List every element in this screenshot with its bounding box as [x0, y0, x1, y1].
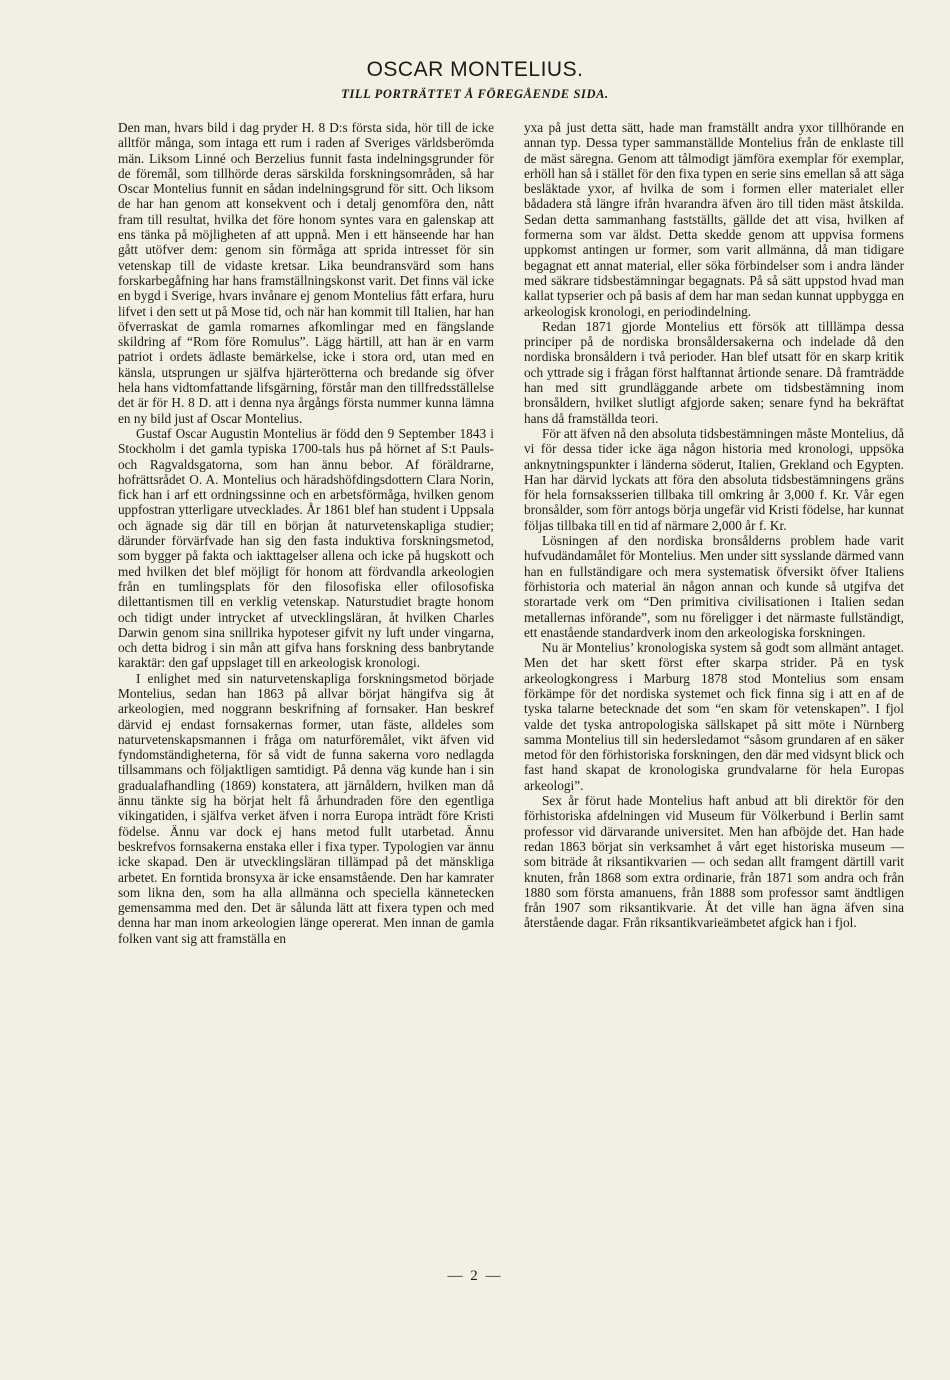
paragraph: Nu är Montelius’ kronologiska system så godt som allmänt antaget. Men det har skett först efter skarpa strider. På en tysk arkeologkongress i Marburg 1878 stod Montelius som ensam förkämpe för det nordiska systemet och fick finna sig i att en af de tyska talarne betecknade det som “en skam för vetenskapen”. I fjol valde det tyska antropologiska sällskapet på sitt möte i Nürnberg samma Montelius till sin hedersledamot “såsom grundaren af en säker metod för den förhistoriska forskningen, den där med vidsynt blick och fast hand skapat de kronologiska grundvalarne för hela Europas arkeologi”.	[524, 640, 904, 793]
paragraph: Sex år förut hade Montelius haft anbud att bli direktör för den förhistoriska afdelningen vid Museum für Völkerbund i Berlin samt professor vid därvarande universitet. Men han afböjde det. Han hade redan 1863 börjat sin verksamhet å vårt eget historiska museum — som biträde åt riksantikvarien — och sedan allt framgent därtill varit knuten, från 1868 som extra ordinarie, från 1871 som andra och från 1880 som första amanuens, från 1888 som professor samt ändtligen från 1907 som riksantikvarie. Åt det ville han ägna äfven sina återstående dagar. Från riksantikvarieämbetet afgick han i fjol.	[524, 793, 904, 931]
paragraph: Redan 1871 gjorde Montelius ett försök att tilllämpa dessa principer på de nordiska bronsåldersakerna och indelade då den nordiska bronsåldern i två perioder. Han blef utsatt för en skarp kritik och yttrade sig i frågan först halftannat årtionde senare. Då framträdde han med sitt grundläggande arbete om tidsbestämning inom bronsåldern, hvilket slutligt afgjorde saken; senare fynd ha bekräftat hans då framställda teori.	[524, 318, 904, 426]
right-column	[524, 120, 904, 931]
paragraph: Den man, hvars bild i dag pryder H. 8 D:s första sida, hör till de icke alltför många, som intaga ett rum i raden af Sveriges världsberömda män. Liksom Linné och Berzelius funnit fasta indelningsgrunder för de föremål, som tillhörde deras särskilda forskningsområden, så har Oscar Montelius funnit en sådan indelningsgrund för sitt. Och liksom de har han genom att konsekvent och i detalj genomföra den, nått fram till resultat, hvilka det före honom syntes vara en galenskap att ens tänka på möjligheten af att uppnå. Men i ett hänseende har han gått utöfver dem: genom sin förmåga att sprida intresset för sin vetenskap till de vidaste kretsar. Lika beundransvärd som hans forskarbegåfning har hans framställningskonst varit. Det finns väl icke en bygd i Sverige, hvars invånare ej genom Montelius fått erfara, huru lifvet i den sett ut på Mose tid, och när han kommit till Italien, har han öfverraskat de gamla romarnes afkomlingar med en fängslande skildring af “Rom före Romulus”. Lägg härtill, att han är en varm patriot i ordets ädlaste bemärkelse, icke i stora ord, utan med en känsla, utsprungen ur själfva hjärterötterna och bredande sig öfver hela hans vidtomfattande lifsgärning, förstår man den tillfredsställelse det är för H. 8 D. att i denna nya årgångs första nummer kunna lämna en ny bild just af Oscar Montelius.	[118, 120, 494, 426]
paragraph: Gustaf Oscar Augustin Montelius är född den 9 September 1843 i Stockholm i det gamla typiska 1700-tals hus på hörnet af S:t Pauls- och Ragvaldsgatorna, som han ännu bebor. Af föräldrarne, hofrättsrådet O. A. Montelius och häradshöfdingsdottern Clara Norin, fick han i arf ett ordningssinne och en arbetsförmåga, hvilken genom uppfostran ytterligare utvecklades. År 1861 blef han student i Uppsala och ägnade sig där till en början åt naturvetenskapliga studier; därunder förvärfvade han sig den fasta induktiva forskningsmetod, som bygger på fakta och iakttagelser allena och icke på hugskott och med hvilken det blef möjligt för honom att fördvandla arkeologien från en tumlingsplats för den filosofiska eller ofilosofiska dilettantismen till en verklig vetenskap. Naturstudiet bragte honom och tidigt under intrycket af utvecklingsläran, åt hvilken Charles Darwin genom sina snillrika hypoteser gifvit ny luft under vingarna, och detta bidrog i sin mån att gifva hans forskning dess banbrytande karaktär: den gaf uppslaget till en arkeologisk kronologi.	[118, 425, 494, 671]
paragraph: Lösningen af den nordiska bronsålderns problem hade varit hufvudändamålet för Montelius. Men under sitt sysslande därmed vann han en fullständigare och mera systematisk öfversikt öfver Italiens förhistoria och material än någon annan och kunde så utgifva det storartade verk om “Den primitiva civilisationen i Italien sedan metallernas införande”, som nu föreligger i det närmaste fullständigt, ett enastående standardverk inom den arkeologiska forskningen.	[524, 533, 904, 640]
left-column	[118, 120, 494, 946]
paragraph: yxa på just detta sätt, hade man framställt andra yxor tillhörande en annan typ. Dessa typer sammanställde Montelius från de enklaste till de mäst säregna. Genom att tålmodigt jämföra exemplar för exemplar, erhöll han så i stället för den fixa typen en serie sins emellan så att säga besläktade yxor, af hvilka de som i formen eller materialet eller bådadera stå längre ifrån hvarandra äfven äro till tiden mäst åtskilda. Sedan detta sammanhang fastställts, gällde det att visa, hvilken af formerna som var äldst. Detta skedde genom att uppvisa formens uppkomst antingen ur former, som varit allmänna, då man tidigare begagnat ett annat material, eller söka förbindelser som i andra länder med säkrare tidsbestämningar begagnats. På så sätt uppstod hvad man kallat typserier och på basis af dem har man sedan kunnat uppbygga en arkeologisk kronologi, en periodindelning.	[524, 120, 904, 319]
article-subtitle: TILL PORTRÄTTET Å FÖREGÅENDE SIDA.	[341, 87, 609, 101]
article-title: OSCAR MONTELIUS.	[366, 58, 584, 81]
page-number: — 2 —	[447, 1268, 503, 1284]
paragraph: I enlighet med sin naturvetenskapliga forskningsmetod började Montelius, sedan han 1863 på allvar börjat hängifva sig åt arkeologien, med noggrann beskrifning af fornsaker. Han beskref därvid ej endast fornsakernas former, utan fäste, alldeles som naturvetenskapsmannen i fråga om naturföremålet, vikt äfven vid fyndomständigheterna, för så vidt de funna sakerna voro nedlagda tillsammans och följaktligen samtidigt. På denna väg kunde han i sin gradualafhandling (1869) konstatera, att järnåldern, hvilken man då ännu tänkte sig ha börjat helt få århundraden före den egentliga vikingatiden, i själfva verket äfven i norra Europa inträdt före Kristi födelse. Ännu var dock ej hans metod fullt utarbetad. Ännu beskrefvos fornsakerna enstaka eller i fixa typer. Typologien var ännu icke skapad. Den är utvecklingsläran tillämpad på det mänskliga arbetet. En forntida bronsyxa är icke ensamstående. Den har kamrater som likna den, som ha alla allmänna och speciella kännetecken gemensamma med den. Det är sålunda lätt att fixera typen och med denna har man inom arkeologien länge opererat. Men innan de gamla folken vant sig att framställa en	[118, 670, 494, 946]
paragraph: För att äfven nå den absoluta tidsbestämningen måste Montelius, då vi för dessa tider icke äga någon historia med kronologi, uppsöka anknytningspunkter i länderna söderut, Italien, Grekland och Egypten. Han har därvid lyckats att föra den absoluta tidsbestämningens gräns för hela fornsaksserien tillbaka till omkring år 3,000 f. Kr. Vår egen bronsålder, som förr antogs börja ungefär vid Kristi födelse, har kunnat följas tillbaka till en tid af närmare 2,000 år f. Kr.	[524, 425, 904, 533]
